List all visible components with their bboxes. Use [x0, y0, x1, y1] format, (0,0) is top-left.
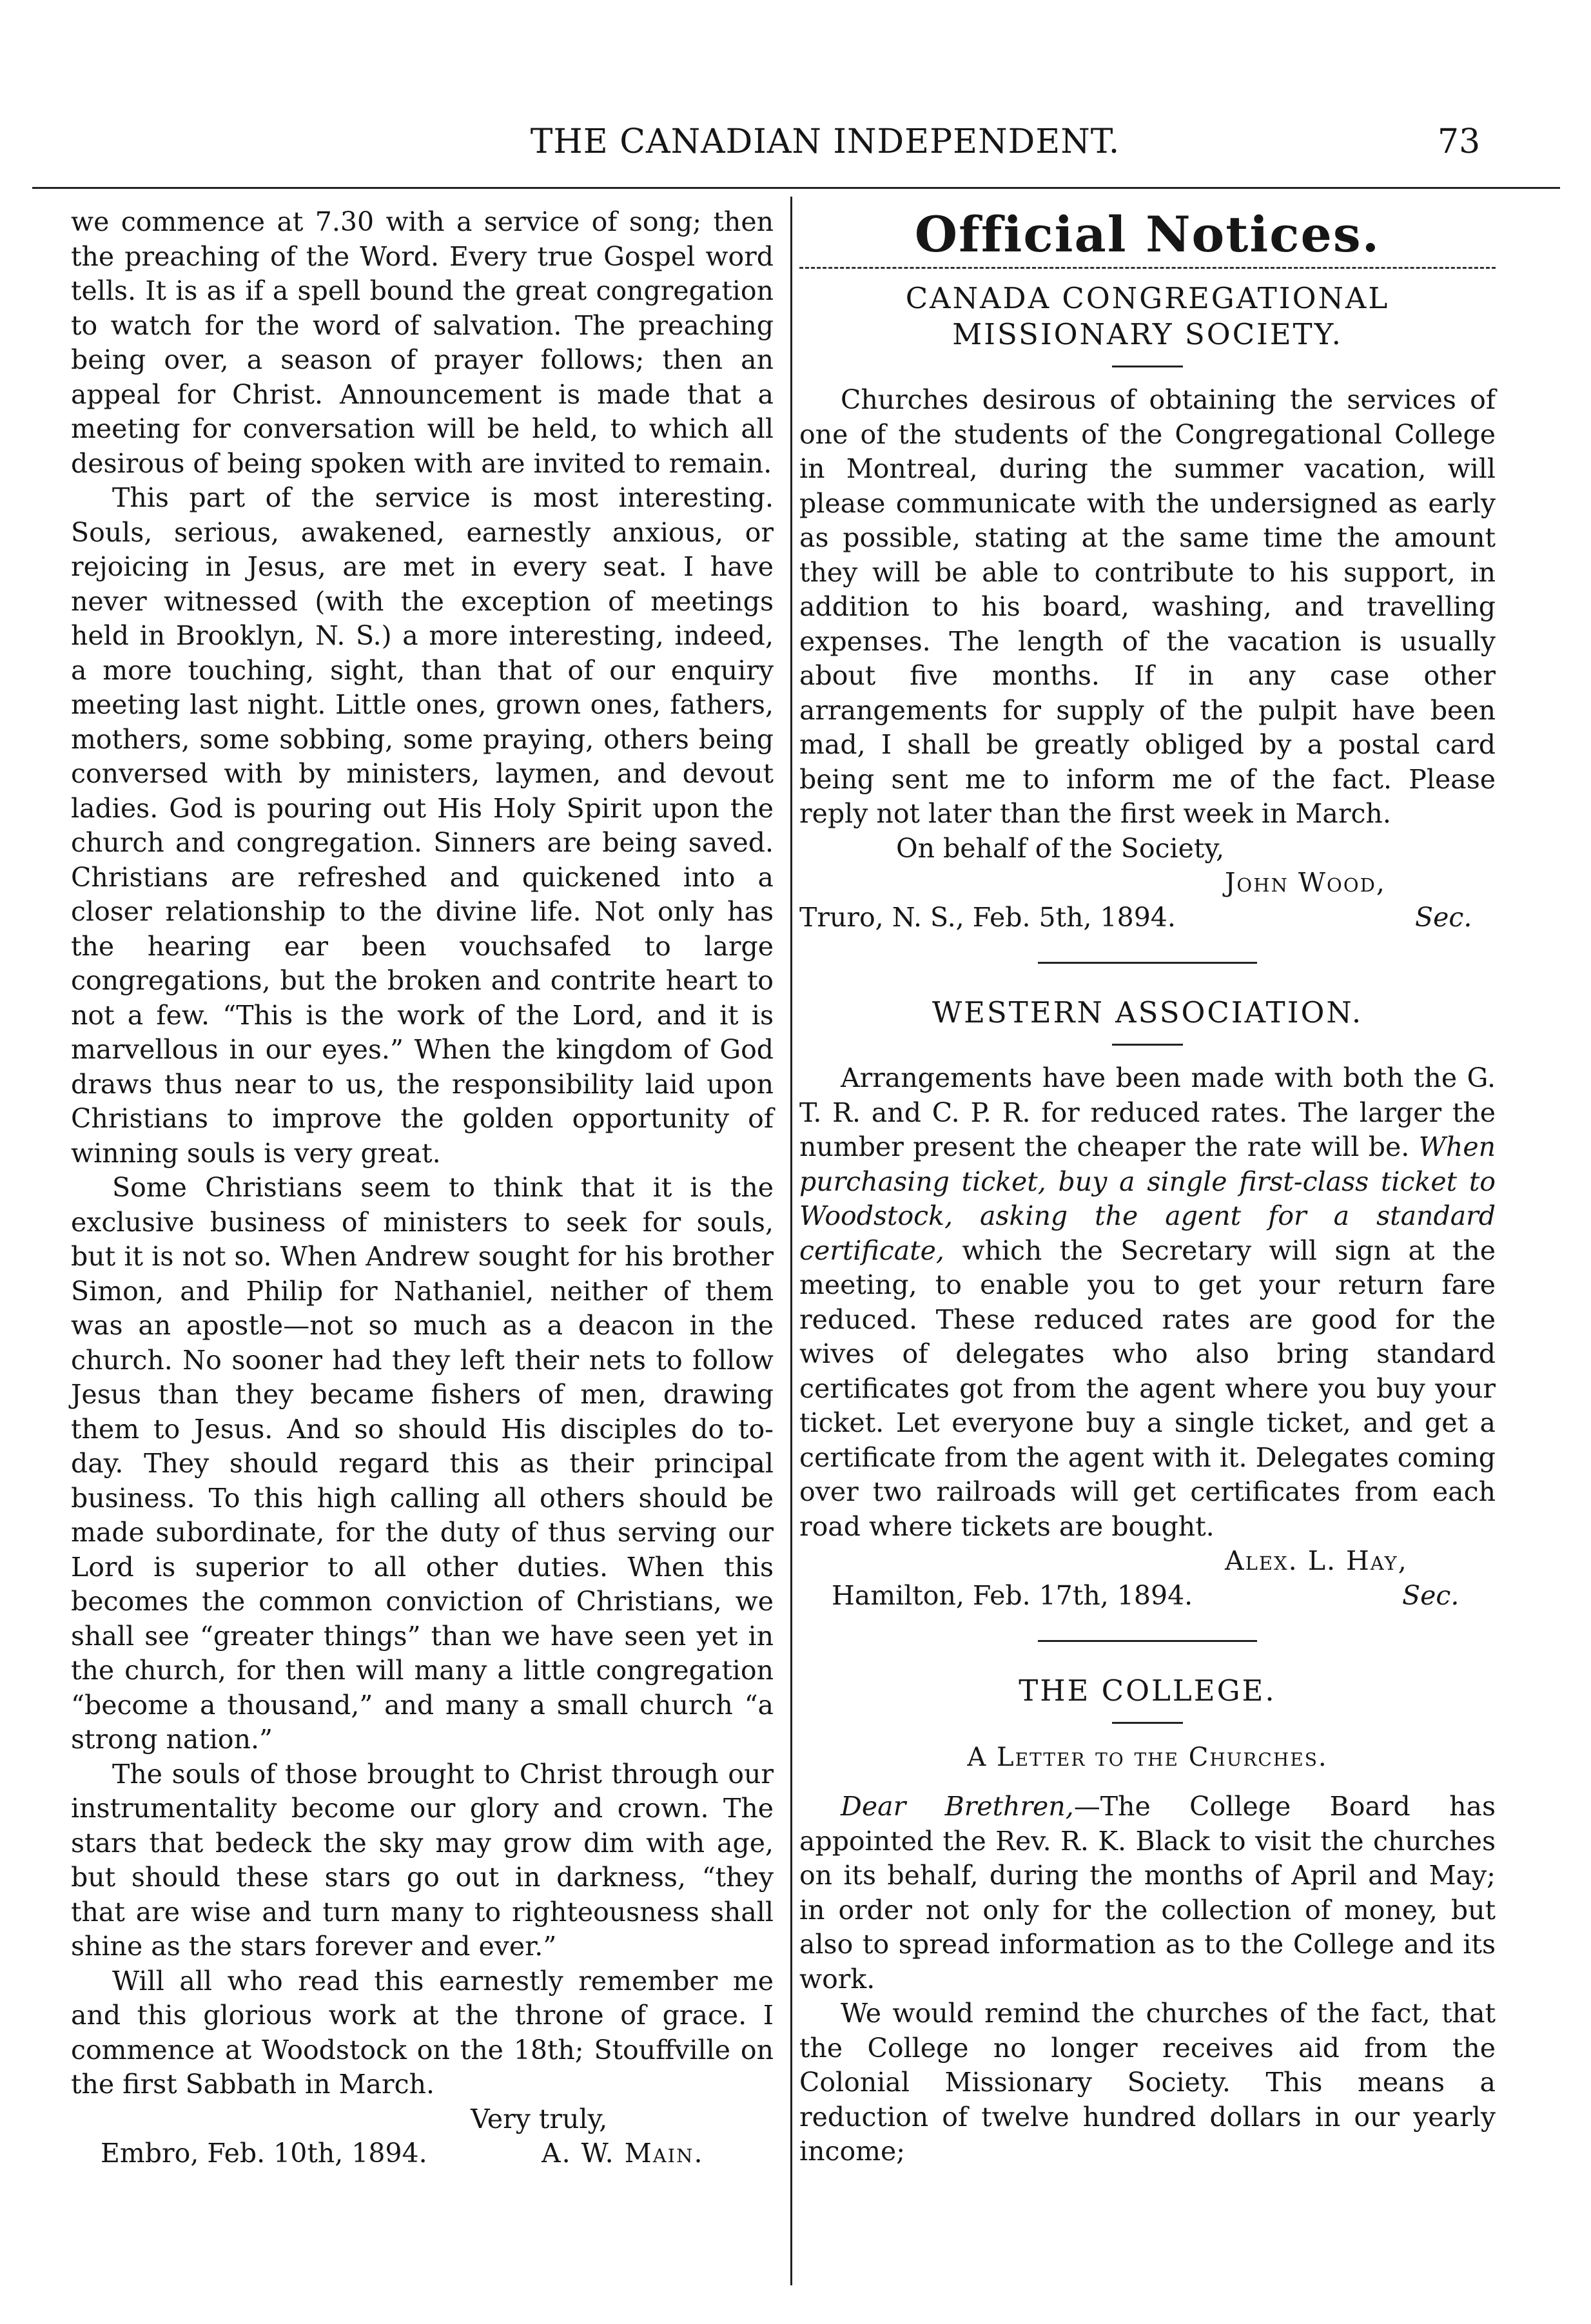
body-italic: When purchasing ticket, buy a single first-class ticket to Woodstock, asking the agent for a standard certificate, — [799, 1131, 1496, 1266]
body-end: which the Secretary will sign at the meeting, to enable you to get your return fare reduced. These reduced rates are good for the wives of delegates who also bring standard certificates got from the agent where you buy your ticket. Let everyone buy a single ticket, and get a certificate from the agent with it. Delegates coming over two railroads will get certificates from each road where tickets are bought. — [799, 1235, 1496, 1542]
paragraph: The souls of those brought to Christ through our instrumentality become our glory and crown. The stars that bedeck the sky may grow dim with age, but should these stars go out in darkness, “they that are wise and turn many to righteousness shall shine as the stars forever and ever.” — [71, 1758, 774, 1962]
signer-role: Sec. — [1402, 1579, 1459, 1611]
place-date: Hamilton, Feb. 17th, 1894. — [832, 1579, 1193, 1611]
ornamental-rule — [799, 267, 1496, 269]
notice-body: Churches desirous of obtaining the services of one of the students of the Congregational College in Montreal, during the summer vacation, will please communicate with the undersigned as early as possible, stating at the same time the amount they will be able to contribute to his support, in addition to his board, washing, and travelling expenses. The length of the vacation is usually about five months. If in any case other arrangements for supply of the pulpit have been mad, I shall be greatly obliged by a postal card being sent me to inform me of the fact. Please reply not later than the first week in March. — [799, 384, 1496, 829]
place-date-line — [799, 901, 1496, 935]
divider — [1112, 1722, 1183, 1724]
divider — [1112, 366, 1183, 367]
salutation: Dear Brethren, — [841, 1791, 1074, 1822]
letter-subheading: A Letter to the Churches. — [967, 1743, 1328, 1772]
left-column — [71, 205, 774, 2171]
college-notice — [799, 1673, 1496, 2169]
section-title: Official Notices. — [914, 206, 1381, 263]
signature: Alex. L. Hay, — [1225, 1545, 1408, 1576]
signature-line — [799, 866, 1496, 901]
notice-heading: WESTERN ASSOCIATION. — [932, 995, 1363, 1030]
letter-signature — [71, 2136, 774, 2171]
signature-line — [799, 1544, 1496, 1579]
page-number: 73 — [1438, 122, 1481, 161]
divider — [1038, 962, 1257, 964]
closing-text: Very truly, — [471, 2103, 608, 2134]
place-date: Embro, Feb. 10th, 1894. — [101, 2138, 427, 2169]
letter-paragraph — [799, 1790, 1496, 1997]
signer-role: Sec. — [1415, 901, 1472, 933]
notice-body — [799, 1061, 1496, 1544]
journal-title: THE CANADIAN INDEPENDENT. — [530, 122, 1120, 161]
notice-heading: CANADA CONGREGATIONAL MISSIONARY SOCIETY. — [905, 281, 1390, 351]
letter-paragraph: We would remind the churches of the fact, that the College no longer receives aid from the Colonial Missionary Society. This means a reduction of twelve hundred dollars in our yearly income; — [799, 1998, 1496, 2167]
on-behalf-line — [799, 832, 1496, 866]
divider — [1038, 1640, 1257, 1642]
paragraph-text: —The College Board has appointed the Rev. R. K. Black to visit the churches on its behalf, during the months of April and May; in order not only for the collection of money, but also to spread information as to the College and its work. — [799, 1791, 1496, 1995]
notice-heading: THE COLLEGE. — [1019, 1674, 1276, 1708]
right-column — [799, 205, 1496, 2169]
column-divider — [790, 197, 792, 2285]
paragraph: Some Christians seem to think that it is the exclusive business of ministers to seek for souls, but it is not so. When Andrew sought for his brother Simon, and Philip for Nathaniel, neither of them was an apostle—not so much as a deacon in the church. No sooner had they left their nets to follow Jesus than they became fishers of men, drawing them to Jesus. And so should His disciples do to-day. They should regard this as their principal business. To this high calling all others should be made subordinate, for the duty of thus serving our Lord is superior to all other duties. When this becomes the common conviction of Christians, we shall see “greater things” than we have seen yet in the church, for then will many a little congregation “become a thousand,” and many a small church “a strong nation.” — [71, 1172, 774, 1755]
place-date-line — [799, 1579, 1496, 1614]
divider — [1112, 1044, 1183, 1046]
on-behalf-text: On behalf of the Society, — [896, 832, 1225, 864]
paragraph: This part of the service is most interesting. Souls, serious, awakened, earnestly anxious, or rejoicing in Jesus, are met in every seat. I have never witnessed (with the exception of meetings held in Brooklyn, N. S.) a more interesting, indeed, a more touching, sight, than that of our enquiry meeting last night. Little ones, grown ones, fathers, mothers, some sobbing, some praying, others being conversed with by ministers, laymen, and devout ladies. God is pouring out His Holy Spirit upon the church and congregation. Sinners are being saved. Christians are refreshed and quickened into a closer relationship to the divine life. Not only has the hearing ear been vouchsafed to large congregations, but the broken and contrite heart to not a few. “This is the work of the Lord, and it is marvellous in our eyes.” When the kingdom of God draws thus near to us, the responsibility laid upon Christians to improve the golden opportunity of winning souls is very great. — [71, 482, 774, 1169]
place-date: Truro, N. S., Feb. 5th, 1894. — [799, 901, 1176, 933]
missionary-society-notice — [799, 280, 1496, 935]
letter-closing — [71, 2102, 774, 2137]
paragraph: Will all who read this earnestly remember me and this glorious work at the throne of grace. I commence at Woodstock on the 18th; Stouffville on the first Sabbath in March. — [71, 1965, 774, 2100]
header-rule — [32, 187, 1560, 189]
western-association-notice — [799, 995, 1496, 1613]
signature: A. W. Main. — [542, 2138, 704, 2169]
signature: John Wood, — [1225, 867, 1386, 898]
running-head — [0, 122, 1591, 174]
body-start: Arrangements have been made with both the G. T. R. and C. P. R. for reduced rates. The larger the number present the cheaper the rate will be. — [799, 1062, 1496, 1162]
paragraph: we commence at 7.30 with a service of song; then the preaching of the Word. Every true Gospel word tells. It is as if a spell bound the great congregation to watch for the word of salvation. The preaching being over, a season of prayer follows; then an appeal for Christ. Announcement is made that a meeting for conversation will be held, to which all desirous of being spoken with are invited to remain. — [71, 206, 774, 479]
